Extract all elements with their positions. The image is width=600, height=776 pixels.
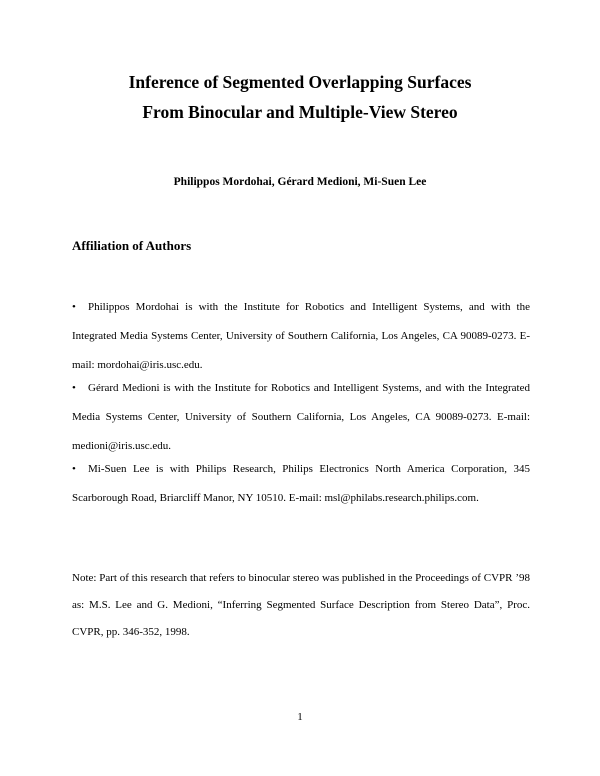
page-number: 1: [297, 711, 303, 723]
paper-title-line-2: From Binocular and Multiple-View Stereo: [142, 102, 458, 122]
bullet-icon: •: [72, 301, 76, 313]
affiliation-item-medioni: [72, 374, 530, 461]
publication-note: Note: Part of this research that refers to binocular stereo was published in the Proceedings of CVPR ’98 as: M.S. Lee and G. Medioni, “Inferring Segmented Surface Description from Stereo Data”, Proc. CVPR, pp. 346-352, 1998.: [72, 572, 530, 638]
bullet-icon: •: [72, 463, 76, 475]
bullet-icon: •: [72, 382, 76, 394]
affiliation-text: Philippos Mordohai is with the Institute for Robotics and Intelligent Systems, and with the Integrated Media Systems Center, University of Southern California, Los Angeles, CA 90089-0273. E-mail: mordohai@iris.usc.edu.: [72, 301, 530, 371]
affiliation-item-mordohai: [72, 293, 530, 380]
affiliation-heading: Affiliation of Authors: [72, 238, 192, 253]
paper-title-line-1: Inference of Segmented Overlapping Surfaces: [128, 72, 472, 92]
affiliation-item-lee: [72, 455, 530, 513]
author-list: Philippos Mordohai, Gérard Medioni, Mi-Suen Lee: [173, 176, 427, 188]
affiliation-text: Gérard Medioni is with the Institute for Robotics and Intelligent Systems, and with the Integrated Media Systems Center, University of Southern California, Los Angeles, CA 90089-0273. E-mail: medioni@iris.usc.edu.: [72, 382, 530, 452]
affiliation-text: Mi-Suen Lee is with Philips Research, Philips Electronics North America Corporation, 345 Scarborough Road, Briarcliff Manor, NY 10510. E-mail: msl@philabs.research.philips.com.: [72, 463, 530, 504]
